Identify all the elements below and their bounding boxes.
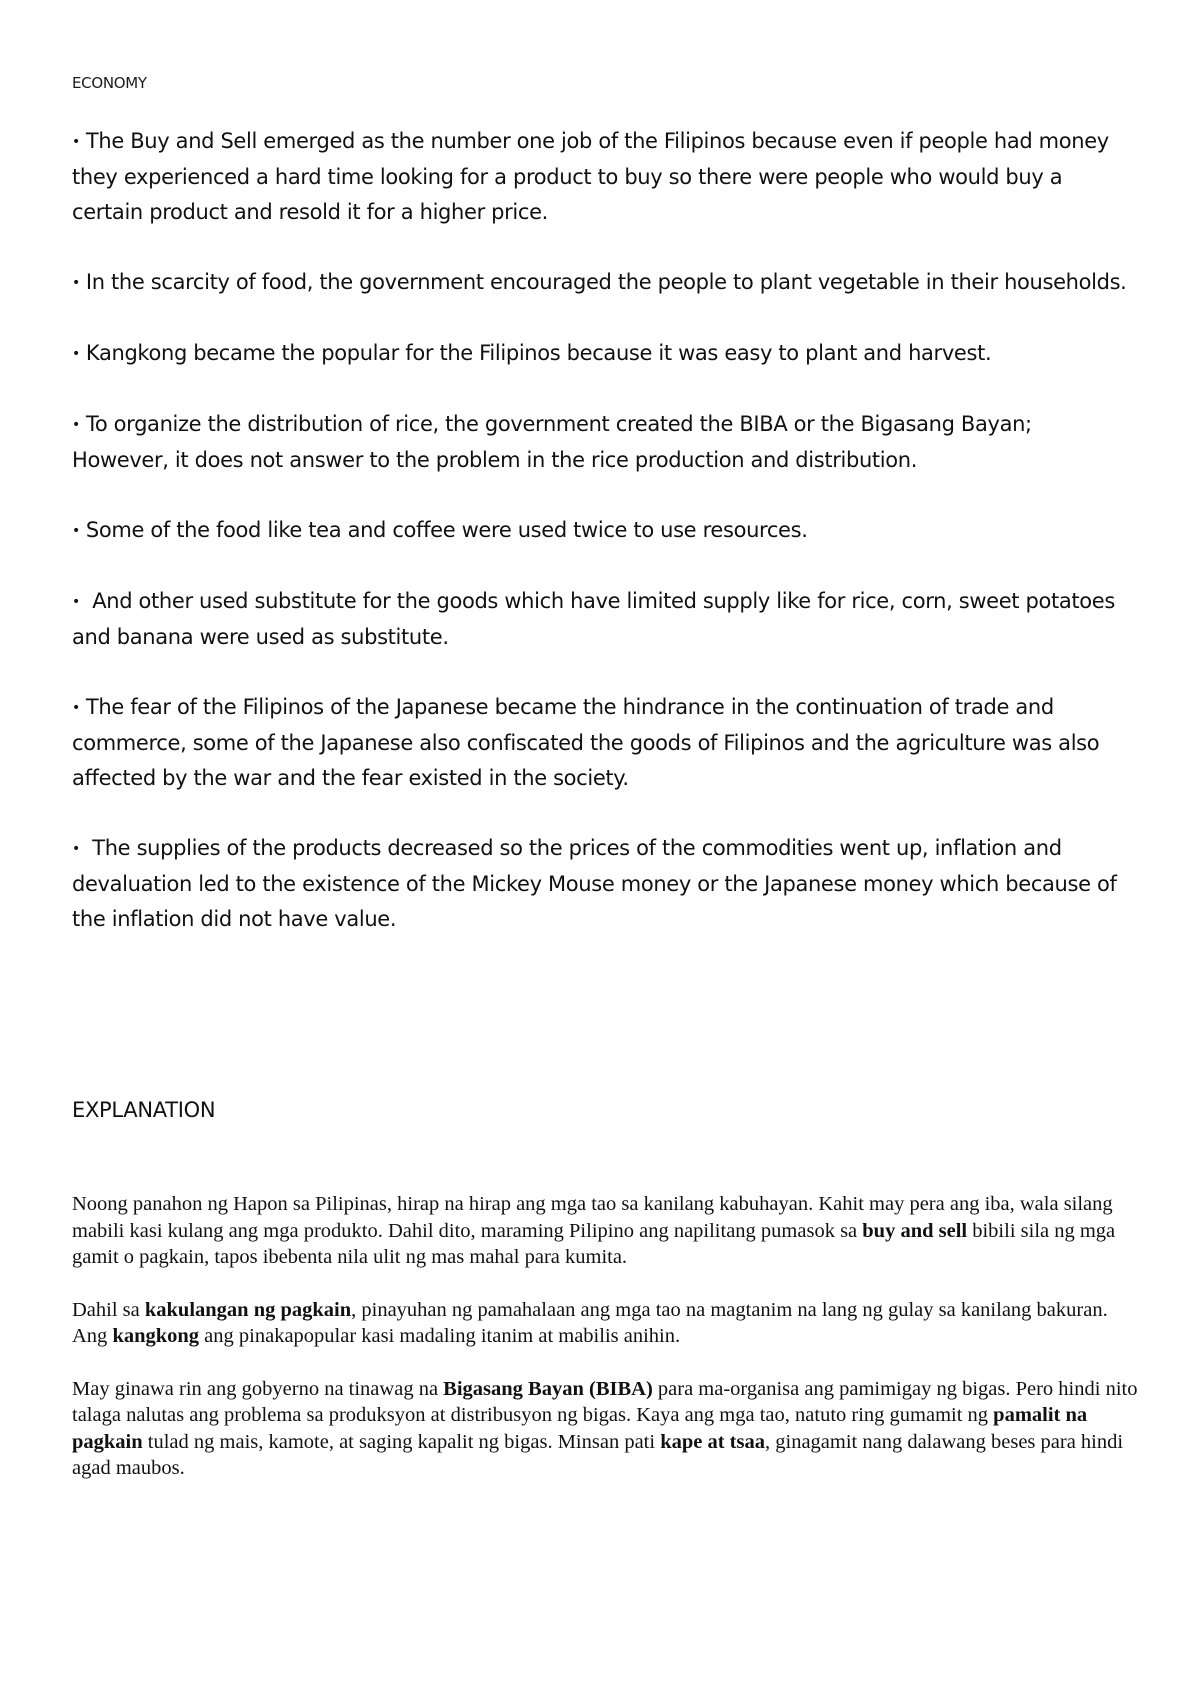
text-run: May ginawa rin ang gobyerno na tinawag na <box>72 1377 444 1400</box>
bullet-text: The supplies of the products decreased so the prices of the commodities went up, inflation and devaluation led to the existence of the Mickey Mouse money or the Japanese money which because of the inflation did not have value. <box>72 836 1117 931</box>
economy-heading: ECONOMY <box>72 74 147 92</box>
economy-bullet-list <box>72 124 1132 972</box>
bullet-item <box>72 513 1132 549</box>
bullet-icon: • <box>72 841 80 857</box>
explanation-body <box>72 1191 1142 1508</box>
bold-term: buy and sell <box>862 1219 968 1242</box>
bullet-icon: • <box>72 594 80 610</box>
text-run: ang pinakapopular kasi madaling itanim at mabilis anihin. <box>199 1325 681 1347</box>
bullet-item <box>72 690 1132 796</box>
bullet-text: And other used substitute for the goods which have limited supply like for rice, corn, sweet potatoes and banana were used as substitute. <box>72 589 1115 649</box>
text-run: , ginagamit nang dalawang beses para hindi agad maubos. <box>72 1430 1124 1479</box>
explanation-paragraph <box>72 1191 1142 1271</box>
text-run: tulad ng mais, kamote, at saging kapalit ng bigas. Minsan pati <box>142 1430 661 1453</box>
text-run: para ma-organisa ang pamimigay ng bigas. Pero hindi nito talaga nalutas ang problema sa produksyon at distribusyon ng bigas. Kaya ang mga tao, natuto ring gumamit ng <box>72 1377 1138 1426</box>
bold-term: pamalit na pagkain <box>72 1404 1088 1453</box>
bullet-icon: • <box>72 700 80 716</box>
text-run: Noong panahon ng Hapon sa Pilipinas, hirap na hirap ang mga tao sa kanilang kabuhayan. Kahit may pera ang iba, wala silang mabili kasi kulang ang mga produkto. Dahil dito, maraming Pilipino ang napilitang pumasok sa <box>72 1193 1113 1242</box>
bold-term: kape at tsaa <box>660 1430 765 1453</box>
bullet-icon: • <box>72 417 80 433</box>
explanation-heading: EXPLANATION <box>72 1098 216 1122</box>
bullet-item <box>72 124 1132 230</box>
bullet-icon: • <box>72 134 80 150</box>
bold-term: kangkong <box>112 1325 200 1347</box>
bold-term: kakulangan ng pagkain <box>144 1298 352 1321</box>
explanation-paragraph <box>72 1297 1142 1350</box>
bullet-text: The fear of the Filipinos of the Japanese became the hindrance in the continuation of trade and commerce, some of the Japanese also confiscated the goods of Filipinos and the agriculture was also affected by the war and the fear existed in the society. <box>72 695 1100 790</box>
bullet-icon: • <box>72 523 80 539</box>
bullet-item <box>72 265 1132 301</box>
text-run: , pinayuhan ng pamahalaan ang mga tao na magtanim na lang ng gulay sa kanilang bakuran. Ang <box>72 1298 1108 1347</box>
bullet-item <box>72 584 1132 655</box>
bullet-text: To organize the distribution of rice, the government created the BIBA or the Bigasang Bayan; However, it does not answer to the problem in the rice production and distribution. <box>72 412 1032 472</box>
text-run: bibili sila ng mga gamit o pagkain, tapos ibebenta nila ulit ng mas mahal para kumita. <box>72 1219 1116 1268</box>
bullet-text: Some of the food like tea and coffee were used twice to use resources. <box>85 518 808 542</box>
bullet-text: The Buy and Sell emerged as the number one job of the Filipinos because even if people had money they experienced a hard time looking for a product to buy so there were people who would buy a certain product and resold it for a higher price. <box>72 129 1109 224</box>
bullet-text: In the scarcity of food, the government encouraged the people to plant vegetable in their households. <box>85 270 1127 294</box>
bullet-icon: • <box>72 275 80 291</box>
bullet-item <box>72 407 1132 478</box>
explanation-paragraph <box>72 1376 1142 1482</box>
bullet-item <box>72 336 1132 372</box>
bullet-icon: • <box>72 346 80 362</box>
bullet-text: Kangkong became the popular for the Filipinos because it was easy to plant and harvest. <box>85 341 992 365</box>
text-run: Dahil sa <box>72 1298 145 1321</box>
bold-term: Bigasang Bayan (BIBA) <box>443 1377 653 1400</box>
bullet-item <box>72 831 1132 937</box>
